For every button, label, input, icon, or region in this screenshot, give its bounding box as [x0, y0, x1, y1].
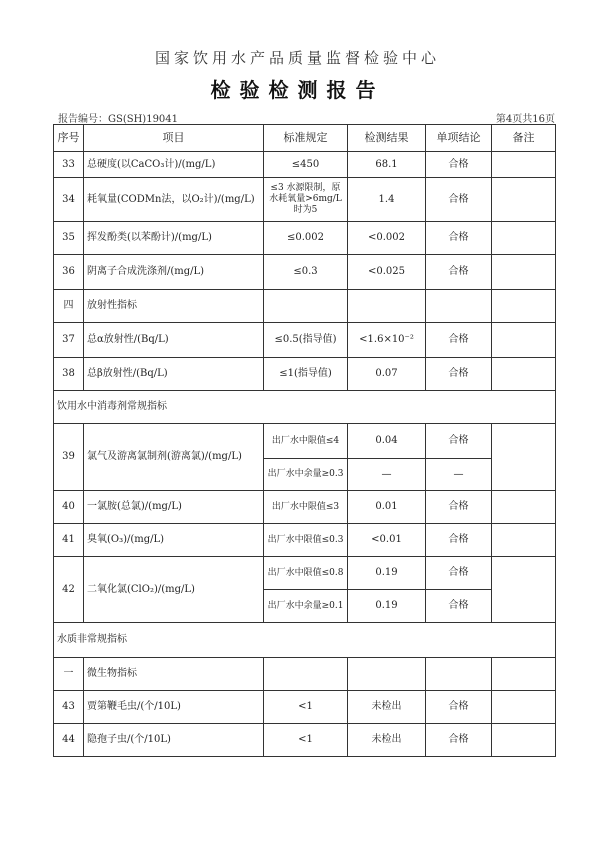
- row-no: 35: [54, 222, 84, 255]
- row-result: 未检出: [348, 691, 426, 724]
- row-result: 1.4: [348, 178, 426, 222]
- row-result: <1.6×10⁻²: [348, 323, 426, 358]
- row-item: 阴离子合成洗涤剂/(mg/L): [84, 255, 264, 290]
- row-item: 一氯胺(总氯)/(mg/L): [84, 491, 264, 524]
- table-row: [54, 724, 556, 757]
- row-result: 0.19: [348, 590, 426, 623]
- row-remark: [492, 323, 556, 358]
- row-item: 总β放射性/(Bq/L): [84, 358, 264, 391]
- row-conclusion: 合格: [426, 222, 492, 255]
- section-no: 一: [54, 658, 84, 691]
- table-row: [54, 255, 556, 290]
- section-title: 水质非常规指标: [54, 623, 556, 658]
- header-item: 项目: [84, 125, 264, 152]
- row-remark: [492, 222, 556, 255]
- row-conclusion: 合格: [426, 557, 492, 590]
- table-row: [54, 524, 556, 557]
- row-no: 34: [54, 178, 84, 222]
- row-remark: [492, 178, 556, 222]
- row-standard: 出厂水中限值≤3: [264, 491, 348, 524]
- table-row: [54, 178, 556, 222]
- row-standard: 出厂水中限值≤4: [264, 424, 348, 459]
- table-header-row: [54, 125, 556, 152]
- row-result: 68.1: [348, 152, 426, 178]
- row-conclusion: —: [426, 459, 492, 491]
- header-conclusion: 单项结论: [426, 125, 492, 152]
- row-remark: [492, 152, 556, 178]
- row-no: 42: [54, 557, 84, 623]
- row-remark: [492, 524, 556, 557]
- row-remark: [492, 557, 556, 623]
- row-standard: <1: [264, 691, 348, 724]
- section-no: 四: [54, 290, 84, 323]
- row-standard: 出厂水中余量≥0.3: [264, 459, 348, 491]
- org-name: 国家饮用水产品质量监督检验中心: [154, 49, 440, 67]
- row-standard: ≤0.002: [264, 222, 348, 255]
- row-result: <0.025: [348, 255, 426, 290]
- header-result: 检测结果: [348, 125, 426, 152]
- row-result: 0.04: [348, 424, 426, 459]
- row-no: 41: [54, 524, 84, 557]
- row-conclusion: 合格: [426, 255, 492, 290]
- row-conclusion: 合格: [426, 152, 492, 178]
- row-no: 44: [54, 724, 84, 757]
- row-item: 挥发酚类(以苯酚计)/(mg/L): [84, 222, 264, 255]
- table-row: [54, 323, 556, 358]
- row-standard: 出厂水中限值≤0.8: [264, 557, 348, 590]
- row-conclusion: 合格: [426, 358, 492, 391]
- row-conclusion: 合格: [426, 323, 492, 358]
- row-standard: 出厂水中余量≥0.1: [264, 590, 348, 623]
- row-item: 臭氧(O₃)/(mg/L): [84, 524, 264, 557]
- row-standard: ≤3 水源限制，原水耗氧量>6mg/L时为5: [264, 178, 348, 222]
- row-result: —: [348, 459, 426, 491]
- row-standard: ≤0.5(指导值): [264, 323, 348, 358]
- section-title: 饮用水中消毒剂常规指标: [54, 391, 556, 424]
- row-conclusion: 合格: [426, 178, 492, 222]
- section-title: 微生物指标: [84, 658, 264, 691]
- row-conclusion: 合格: [426, 524, 492, 557]
- header-no: 序号: [54, 125, 84, 152]
- row-conclusion: 合格: [426, 424, 492, 459]
- row-remark: [492, 358, 556, 391]
- row-no: 33: [54, 152, 84, 178]
- row-item: 贾第鞭毛虫/(个/10L): [84, 691, 264, 724]
- row-no: 38: [54, 358, 84, 391]
- table-row: [54, 557, 556, 590]
- row-no: 36: [54, 255, 84, 290]
- row-no: 37: [54, 323, 84, 358]
- table-row: [54, 491, 556, 524]
- row-item: 总α放射性/(Bq/L): [84, 323, 264, 358]
- table-row: [54, 222, 556, 255]
- row-no: 40: [54, 491, 84, 524]
- row-item: 总硬度(以CaCO₃计)/(mg/L): [84, 152, 264, 178]
- report-number: 报告编号：GS(SH)19041: [58, 114, 179, 125]
- row-result: <0.01: [348, 524, 426, 557]
- header-standard: 标准规定: [264, 125, 348, 152]
- row-standard: ≤0.3: [264, 255, 348, 290]
- row-item: 氯气及游离氯制剂(游离氯)/(mg/L): [84, 424, 264, 491]
- row-remark: [492, 424, 556, 491]
- row-item: 耗氧量(CODMn法，以O₂计)/(mg/L): [84, 178, 264, 222]
- results-table: [53, 124, 556, 757]
- section-title: 放射性指标: [84, 290, 264, 323]
- section-row: [54, 290, 556, 323]
- section-row: [54, 623, 556, 658]
- row-result: 0.07: [348, 358, 426, 391]
- page-number: 第4页共16页: [495, 114, 555, 125]
- row-remark: [492, 491, 556, 524]
- row-remark: [492, 724, 556, 757]
- section-row: [54, 658, 556, 691]
- row-conclusion: 合格: [426, 691, 492, 724]
- row-result: 0.19: [348, 557, 426, 590]
- table-row: [54, 691, 556, 724]
- table-row: [54, 358, 556, 391]
- section-row: [54, 391, 556, 424]
- row-remark: [492, 255, 556, 290]
- table-row: [54, 424, 556, 459]
- report-title: 检验检测报告: [210, 78, 385, 102]
- row-standard: ≤1(指导值): [264, 358, 348, 391]
- row-item: 隐孢子虫/(个/10L): [84, 724, 264, 757]
- row-result: 未检出: [348, 724, 426, 757]
- table-row: [54, 152, 556, 178]
- row-no: 43: [54, 691, 84, 724]
- row-conclusion: 合格: [426, 590, 492, 623]
- row-standard: 出厂水中限值≤0.3: [264, 524, 348, 557]
- row-standard: <1: [264, 724, 348, 757]
- row-result: 0.01: [348, 491, 426, 524]
- row-remark: [492, 691, 556, 724]
- row-standard: ≤450: [264, 152, 348, 178]
- row-result: <0.002: [348, 222, 426, 255]
- row-conclusion: 合格: [426, 724, 492, 757]
- row-item: 二氧化氯(ClO₂)/(mg/L): [84, 557, 264, 623]
- header-remark: 备注: [492, 125, 556, 152]
- row-no: 39: [54, 424, 84, 491]
- row-conclusion: 合格: [426, 491, 492, 524]
